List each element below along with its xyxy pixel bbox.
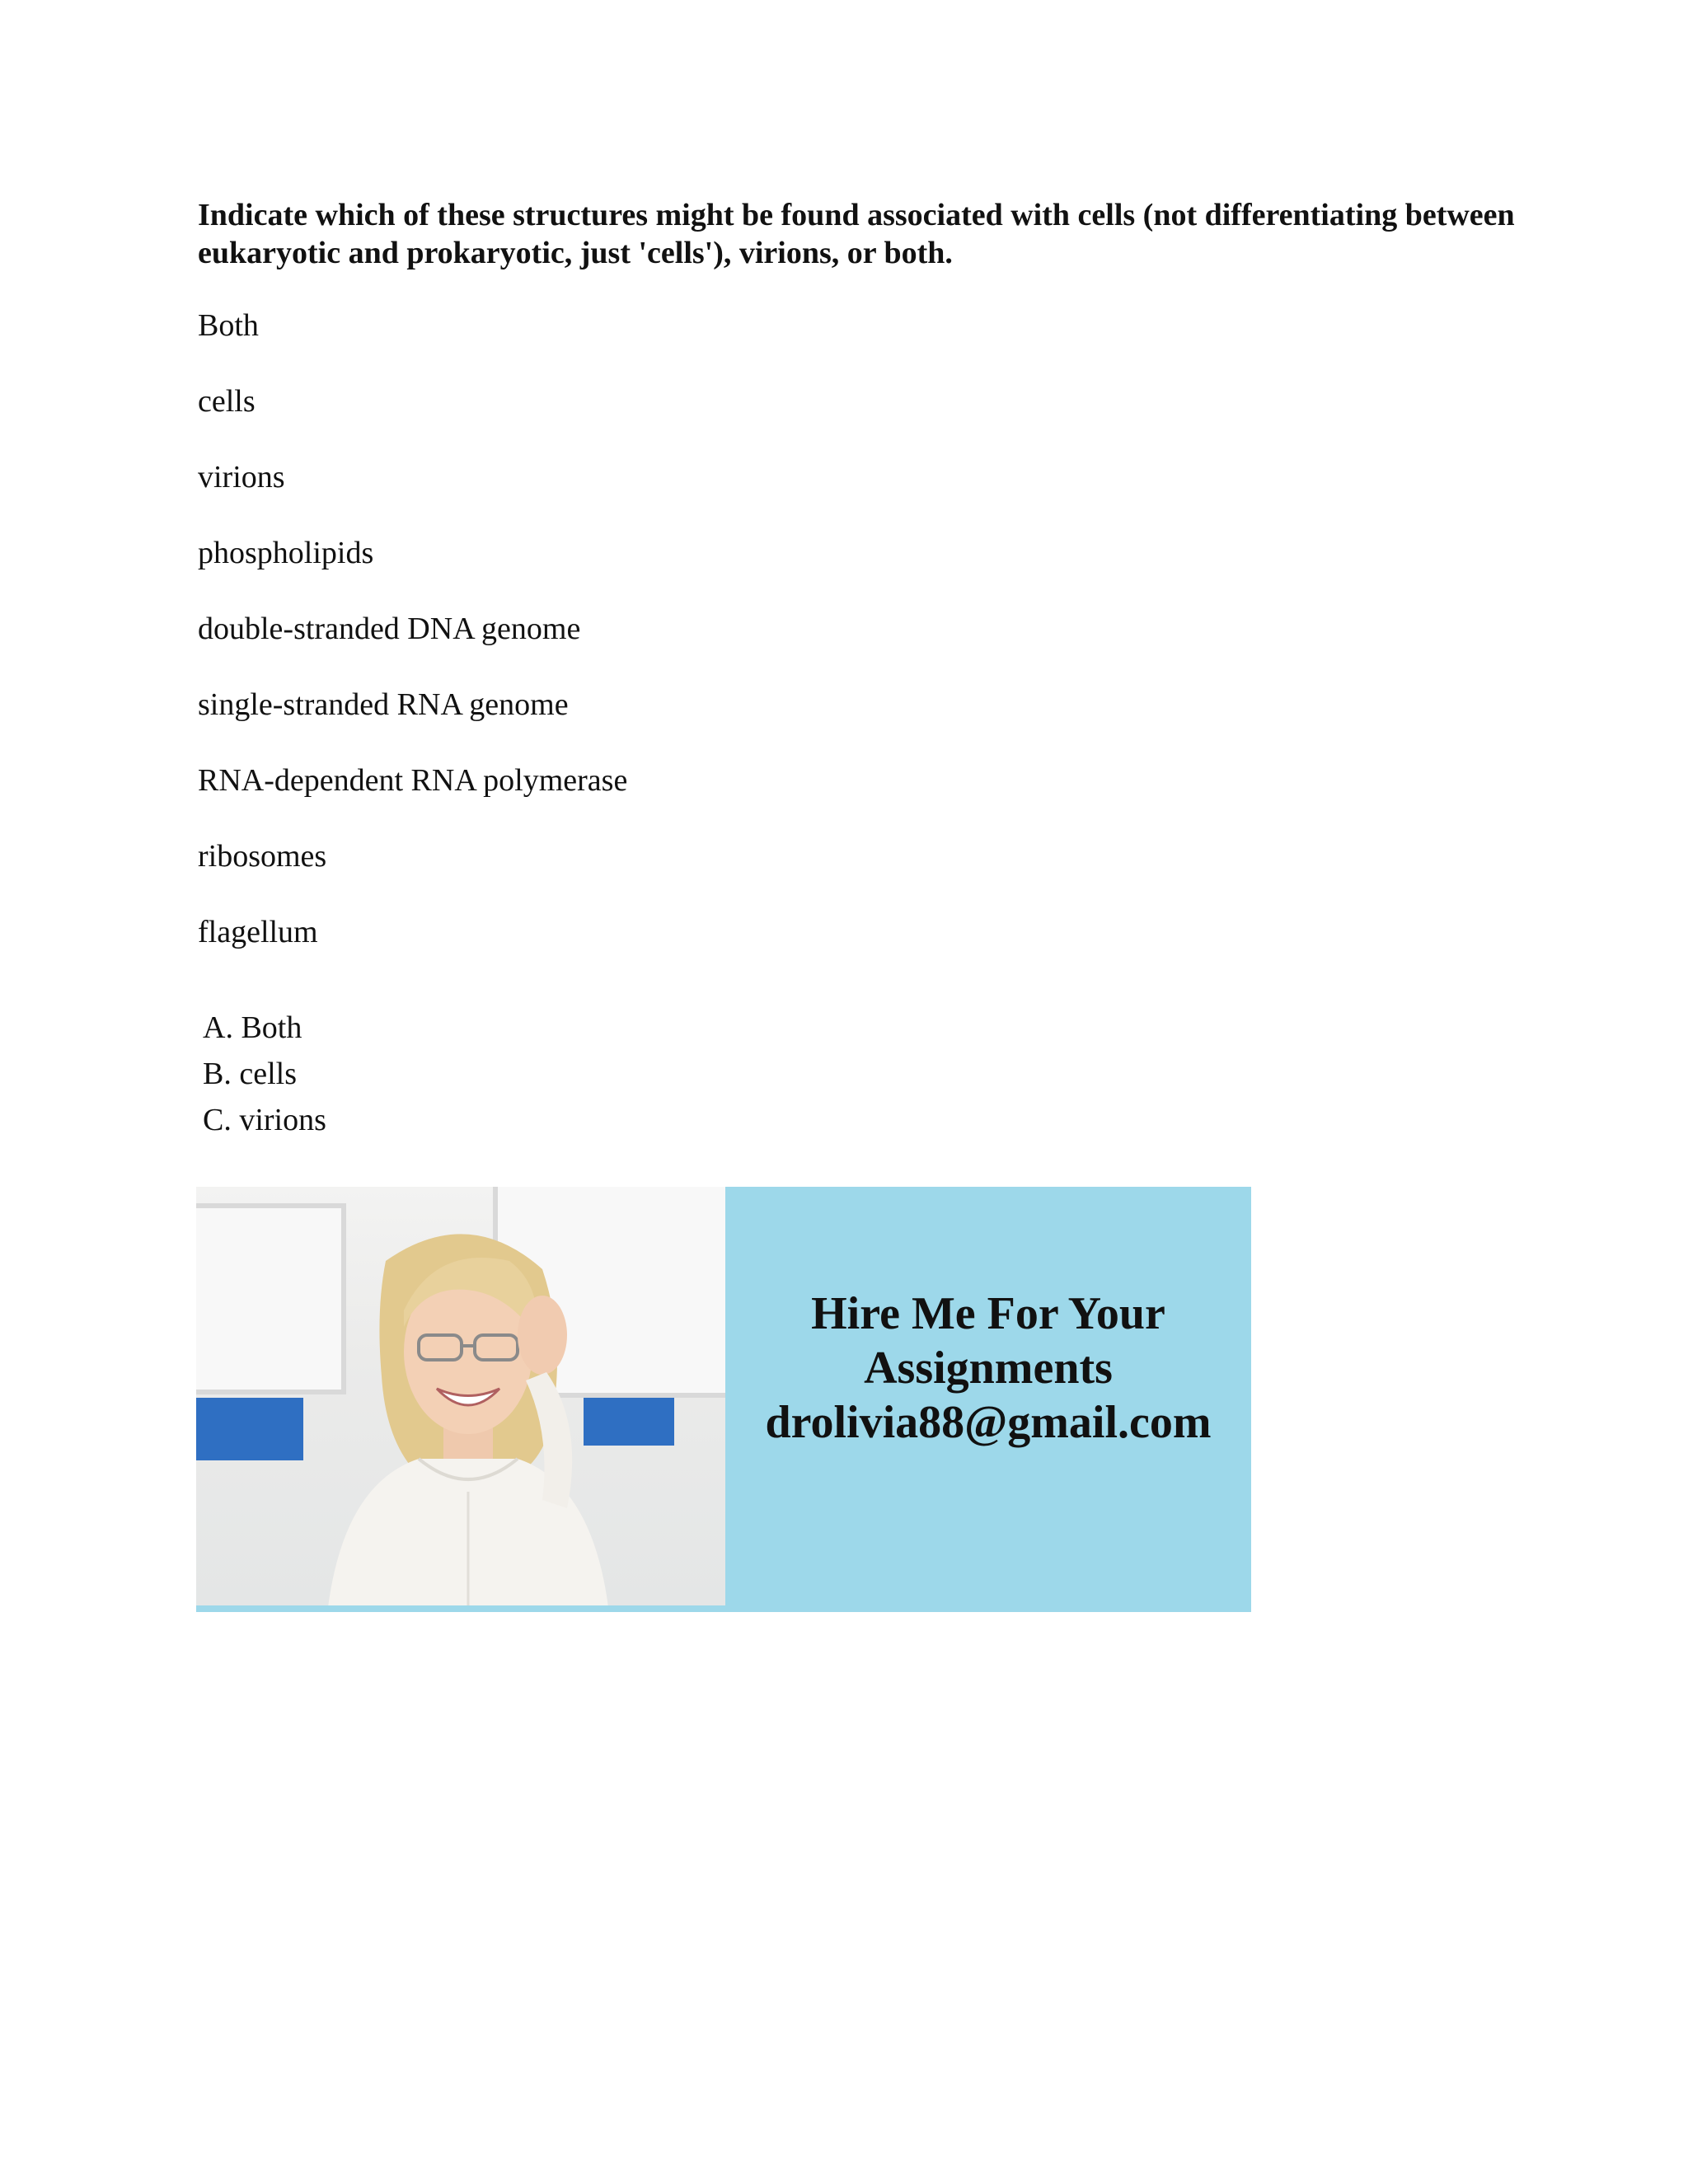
list-item: RNA-dependent RNA polymerase <box>198 763 628 798</box>
list-item: double-stranded DNA genome <box>198 612 581 646</box>
list-item: virions <box>198 460 285 494</box>
list-item: phospholipids <box>198 536 374 570</box>
ad-email: drolivia88@gmail.com <box>765 1397 1212 1448</box>
ad-banner <box>196 1187 1251 1612</box>
person-illustration <box>295 1212 641 1607</box>
choice-b: B. cells <box>203 1057 297 1091</box>
ad-text-panel <box>725 1187 1251 1607</box>
ad-photo <box>196 1187 729 1607</box>
choice-a: A. Both <box>203 1010 302 1045</box>
question-text: Indicate which of these structures might be found associated with cells (not differentiating between eukaryotic and prokaryotic, just 'cells'), virions, or both. <box>198 198 1515 270</box>
choice-c: C. virions <box>203 1103 326 1137</box>
list-item: ribosomes <box>198 839 327 874</box>
list-item: single-stranded RNA genome <box>198 687 569 722</box>
list-item: cells <box>198 384 256 419</box>
list-item: Both <box>198 308 259 343</box>
ad-subheadline: Assignments <box>864 1343 1113 1394</box>
ad-headline: Hire Me For Your <box>811 1288 1165 1339</box>
ad-bottom-strip <box>196 1605 1251 1612</box>
blue-object <box>196 1398 303 1460</box>
answer-choices <box>203 1005 326 1143</box>
structure-list <box>198 307 627 989</box>
list-item: flagellum <box>198 915 318 949</box>
